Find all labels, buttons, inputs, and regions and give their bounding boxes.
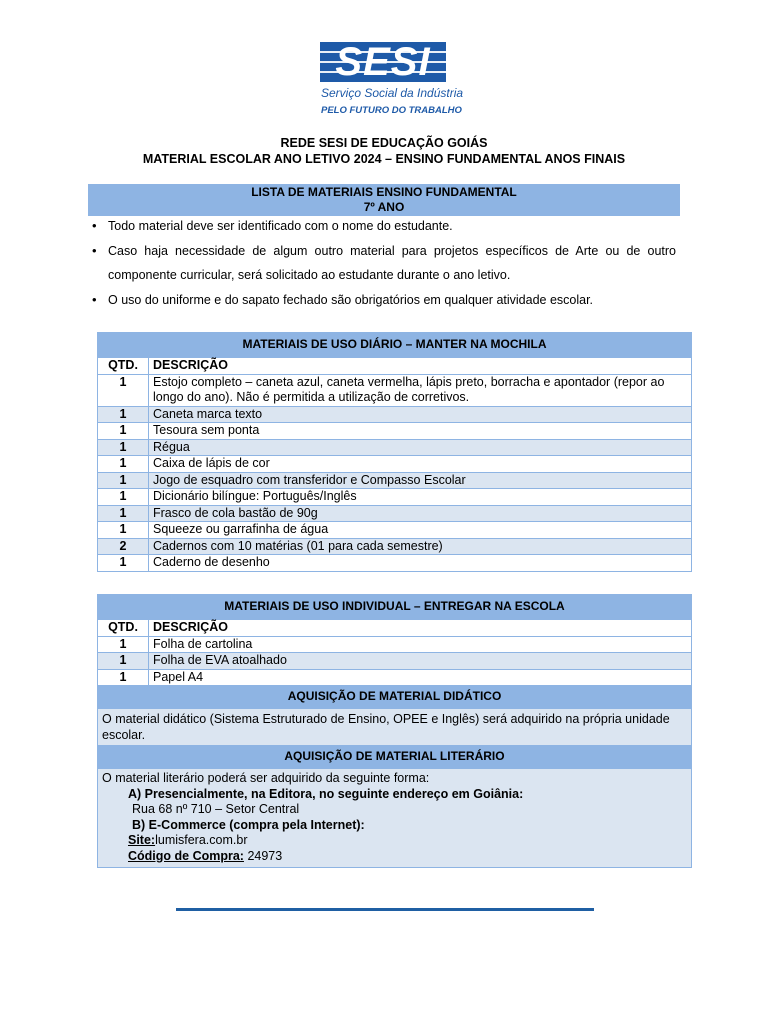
desc-cell: Papel A4 <box>149 669 692 686</box>
didatico-title: AQUISIÇÃO DE MATERIAL DIDÁTICO <box>98 686 692 709</box>
section-body <box>98 709 692 746</box>
code-line <box>102 849 687 865</box>
site-link[interactable]: lumisfera.com.br <box>155 833 248 847</box>
section-body <box>98 769 692 868</box>
desc-cell: Cadernos com 10 matérias (01 para cada semestre) <box>149 538 692 555</box>
qty-cell: 1 <box>98 669 149 686</box>
qty-cell: 1 <box>98 653 149 670</box>
sesi-logo <box>320 42 470 122</box>
qty-column-header: QTD. <box>98 358 149 375</box>
table-row <box>98 423 692 440</box>
qty-cell: 1 <box>98 406 149 423</box>
table-row <box>98 456 692 473</box>
logo-slogan: PELO FUTURO DO TRABALHO <box>321 105 462 116</box>
option-b: B) E-Commerce (compra pela Internet): <box>132 817 365 832</box>
footer-divider <box>176 908 594 911</box>
literario-intro: O material literário poderá ser adquirido da seguinte forma: <box>102 771 430 785</box>
table-row <box>98 374 692 406</box>
site-line <box>102 833 687 849</box>
address: Rua 68 nº 710 – Setor Central <box>132 802 300 816</box>
list-banner <box>88 184 680 216</box>
bullet-icon: • <box>92 291 97 307</box>
qty-cell: 1 <box>98 374 149 406</box>
note-item: • Caso haja necessidade de algum outro material para projetos específicos de Arte ou de outro componente curricular, será solicitado ao estudante durante o ano letivo. <box>92 239 676 288</box>
desc-cell: Dicionário bilíngue: Português/Inglês <box>149 489 692 506</box>
table-row <box>98 406 692 423</box>
qty-cell: 2 <box>98 538 149 555</box>
qty-cell: 1 <box>98 555 149 572</box>
purchase-code: 24973 <box>243 848 283 863</box>
table-row <box>98 555 692 572</box>
note-item: • Todo material deve ser identificado com o nome do estudante. <box>92 214 676 239</box>
table-row <box>98 505 692 522</box>
qty-cell: 1 <box>98 472 149 489</box>
desc-column-header: DESCRIÇÃO <box>149 358 692 375</box>
literario-content <box>98 769 692 868</box>
desc-cell: Estojo completo – caneta azul, caneta vermelha, lápis preto, borracha e apontador (repor ao longo do ano). Não é permitida a utilização de corretivos. <box>149 374 692 406</box>
table-row <box>98 472 692 489</box>
code-label: Código de Compra: <box>128 848 244 863</box>
qty-cell: 1 <box>98 489 149 506</box>
logo-brand: SESI <box>335 40 431 84</box>
table-title: MATERIAIS DE USO DIÁRIO – MANTER NA MOCHILA <box>98 333 692 358</box>
banner-line-2: 7º ANO <box>363 200 405 214</box>
desc-cell: Caderno de desenho <box>149 555 692 572</box>
daily-materials-table <box>97 332 692 572</box>
table-title: MATERIAIS DE USO INDIVIDUAL – ENTREGAR NA ESCOLA <box>98 595 692 620</box>
desc-cell: Squeeze ou garrafinha de água <box>149 522 692 539</box>
desc-cell: Tesoura sem ponta <box>149 423 692 440</box>
site-label: Site: <box>128 833 156 847</box>
table-row <box>98 669 692 686</box>
bullet-icon: • <box>92 242 97 258</box>
qty-column-header: QTD. <box>98 620 149 637</box>
option-a: A) Presencialmente, na Editora, no seguinte endereço em Goiânia: <box>128 786 524 801</box>
bullet-icon: • <box>92 218 97 233</box>
individual-materials-table <box>97 594 692 868</box>
logo-mark <box>320 42 446 82</box>
desc-cell: Folha de EVA atoalhado <box>149 653 692 670</box>
section-header <box>98 686 692 709</box>
qty-cell: 1 <box>98 636 149 653</box>
desc-cell: Frasco de cola bastão de 90g <box>149 505 692 522</box>
desc-cell: Caneta marca texto <box>149 406 692 423</box>
column-header-row <box>98 358 692 375</box>
table-row <box>98 489 692 506</box>
didatico-text: O material didático (Sistema Estruturado de Ensino, OPEE e Inglês) será adquirido na própria unidade escolar. <box>98 709 692 746</box>
banner-line-1: LISTA DE MATERIAIS ENSINO FUNDAMENTAL <box>251 185 517 199</box>
qty-cell: 1 <box>98 439 149 456</box>
table-row <box>98 653 692 670</box>
notes-list <box>92 214 676 312</box>
literario-title: AQUISIÇÃO DE MATERIAL LITERÁRIO <box>98 746 692 769</box>
header-line-1: REDE SESI DE EDUCAÇÃO GOIÁS <box>280 136 488 150</box>
desc-cell: Jogo de esquadro com transferidor e Compasso Escolar <box>149 472 692 489</box>
table-row <box>98 538 692 555</box>
desc-cell: Régua <box>149 439 692 456</box>
desc-cell: Caixa de lápis de cor <box>149 456 692 473</box>
logo-subtitle: Serviço Social da Indústria <box>321 86 464 100</box>
table-row <box>98 636 692 653</box>
column-header-row <box>98 620 692 637</box>
section-header <box>98 746 692 769</box>
qty-cell: 1 <box>98 423 149 440</box>
table-header <box>98 595 692 620</box>
qty-cell: 1 <box>98 522 149 539</box>
table-row <box>98 439 692 456</box>
desc-cell: Folha de cartolina <box>149 636 692 653</box>
table-header <box>98 333 692 358</box>
desc-column-header: DESCRIÇÃO <box>149 620 692 637</box>
qty-cell: 1 <box>98 505 149 522</box>
header-line-2: MATERIAL ESCOLAR ANO LETIVO 2024 – ENSINO FUNDAMENTAL ANOS FINAIS <box>142 152 626 166</box>
note-item: • O uso do uniforme e do sapato fechado são obrigatórios em qualquer atividade escolar. <box>92 288 676 313</box>
table-row <box>98 522 692 539</box>
qty-cell: 1 <box>98 456 149 473</box>
